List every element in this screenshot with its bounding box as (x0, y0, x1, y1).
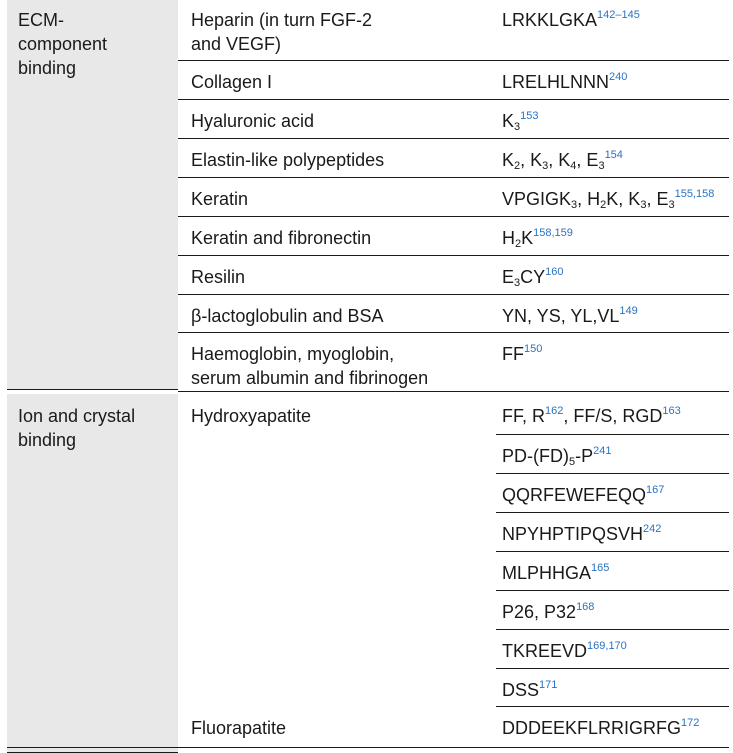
motif-text: DDDEEKFLRRIGRFG (502, 718, 682, 738)
table-row (496, 394, 729, 435)
motif-text: K (502, 111, 515, 131)
reference-link[interactable]: 169,170 (587, 640, 627, 652)
motif-text: YN, YS, YL,VL (502, 306, 620, 326)
motif-cell (502, 522, 661, 546)
motif-cell (502, 8, 640, 32)
motif-cell (502, 70, 627, 94)
motif-text: FF (502, 344, 524, 364)
target-cell: Keratin (191, 189, 249, 209)
motif-cell (502, 561, 609, 585)
motif-text: MLPHHGA (502, 563, 592, 583)
motif-cell (502, 444, 611, 468)
motif-cell (502, 678, 557, 702)
motif-text: PD-(FD) (502, 446, 569, 466)
motif-text: , FF/S, RGD (563, 406, 663, 426)
target-cell: β-lactoglobulin and BSA (191, 306, 384, 326)
reference-link[interactable]: 153 (520, 110, 539, 122)
table-row (496, 670, 729, 707)
category-cell (7, 394, 178, 753)
table-row (496, 631, 729, 669)
target-cell: Collagen I (191, 72, 273, 92)
table-row (178, 257, 729, 295)
reference-link[interactable]: 242 (643, 523, 662, 535)
table-row (496, 553, 729, 591)
motif-text: VPGIGK (502, 189, 572, 209)
motif-cell (502, 265, 564, 289)
subscript: 4 (570, 160, 577, 172)
motif-text: CY (520, 267, 546, 287)
table-row (178, 334, 729, 392)
target-cell: Resilin (191, 267, 246, 287)
subscript: 3 (542, 160, 549, 172)
table-row (178, 296, 729, 333)
target-cell: Heparin (in turn FGF-2 and VEGF) (191, 10, 373, 54)
reference-link[interactable]: 162 (545, 405, 564, 417)
motif-text: , K (548, 150, 571, 170)
table-row (178, 708, 729, 747)
target-cell: Keratin and fibronectin (191, 228, 372, 248)
subscript: 3 (514, 121, 521, 133)
motif-cell (502, 404, 681, 428)
table-row (496, 475, 729, 513)
category-cell (7, 0, 178, 390)
motif-text: QQRFEWEFEQQ (502, 485, 646, 505)
reference-link[interactable]: 168 (576, 601, 595, 613)
motif-text: , E (646, 189, 669, 209)
subscript: 2 (515, 238, 522, 250)
motif-text: TKREEVD (502, 641, 588, 661)
category-label: Ion and crystal binding (18, 406, 136, 450)
table-row (178, 0, 729, 61)
table-row (496, 514, 729, 552)
reference-link[interactable]: 142–145 (597, 9, 640, 21)
target-cell: Haemoglobin, myoglobin, serum albumin and fibrinogen (191, 344, 429, 388)
table-row (178, 101, 729, 139)
subscript: 2 (600, 199, 607, 211)
subscript: 3 (571, 199, 578, 211)
reference-link[interactable]: 240 (609, 71, 628, 83)
motif-text: K (502, 150, 515, 170)
reference-link[interactable]: 171 (539, 679, 558, 691)
reference-link[interactable]: 172 (681, 717, 700, 729)
motif-text: DSS (502, 680, 540, 700)
reference-link[interactable]: 158,159 (533, 227, 573, 239)
motif-cell (502, 600, 594, 624)
subscript: 3 (514, 277, 521, 289)
table-row (496, 436, 729, 474)
motif-text: NPYHPTIPQSVH (502, 524, 644, 544)
reference-link[interactable]: 167 (646, 484, 665, 496)
motif-text: , K (520, 150, 543, 170)
motif-text: -P (575, 446, 594, 466)
subscript: 3 (668, 199, 675, 211)
target-cell: Hydroxyapatite (191, 406, 312, 426)
reference-link[interactable]: 160 (545, 266, 564, 278)
motif-cell (502, 483, 664, 507)
motif-cell (502, 304, 638, 328)
category-label: ECM- component binding (18, 10, 108, 78)
motif-text: LRELHLNNN (502, 72, 610, 92)
motif-text: E (502, 267, 515, 287)
motif-cell (502, 716, 699, 740)
motif-text: FF, R (502, 406, 545, 426)
motif-cell (502, 639, 627, 663)
motif-text: K (521, 228, 534, 248)
motif-text: K, K (606, 189, 641, 209)
target-cell: Fluorapatite (191, 718, 287, 738)
table-row (178, 218, 729, 256)
subscript: 5 (568, 456, 576, 468)
reference-link[interactable]: 150 (524, 343, 543, 355)
target-cell: Hyaluronic acid (191, 111, 315, 131)
motif-cell (502, 109, 539, 133)
table-row (178, 179, 729, 217)
table-bottom-rule (7, 747, 729, 748)
motif-text: P26, P32 (502, 602, 577, 622)
motif-cell (502, 226, 573, 250)
target-cell: Elastin-like polypeptides (191, 150, 385, 170)
table-row (178, 62, 729, 100)
reference-link[interactable]: 241 (593, 445, 612, 457)
motif-text: H (502, 228, 515, 248)
motif-cell (502, 187, 714, 211)
subscript: 2 (514, 160, 521, 172)
reference-link[interactable]: 155,158 (674, 188, 715, 200)
table-row (496, 592, 729, 630)
table-row (178, 140, 729, 178)
motif-cell (502, 342, 542, 366)
reference-link[interactable]: 149 (619, 305, 638, 317)
subscript: 3 (598, 160, 605, 172)
motif-text: LRKKLGKA (502, 10, 598, 30)
motif-text: , H (577, 189, 601, 209)
subscript: 3 (640, 199, 647, 211)
reference-link[interactable]: 154 (604, 149, 623, 161)
motif-text: , E (576, 150, 599, 170)
reference-link[interactable]: 165 (591, 562, 610, 574)
reference-link[interactable]: 163 (662, 405, 681, 417)
motif-cell (502, 148, 623, 172)
